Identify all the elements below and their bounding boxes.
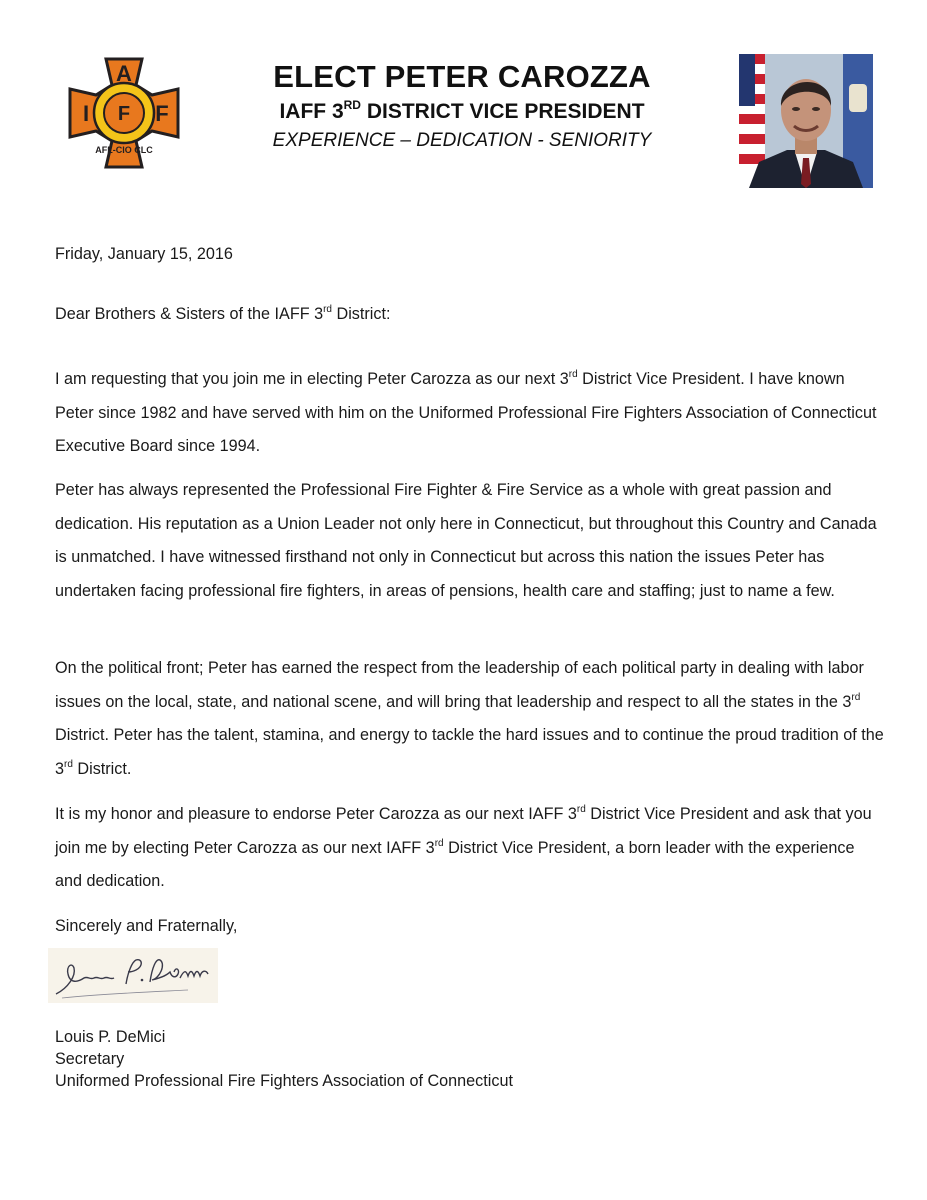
paragraph-1: I am requesting that you join me in electing Peter Carozza as our next 3rd District Vice President. I have known Peter since 1982 and have served with him on the Uniformed Professional Fire Fighters Association of Connecticut Executive Board since 1994. xyxy=(55,369,877,455)
paragraph-2: Peter has always represented the Professional Fire Fighter & Fire Service as a whole with great passion and dedication. His reputation as a Union Leader not only here in Connecticut, but throughout this Country and Canada is unmatched. I have witnessed firsthand not only in Connecticut but across this nation the issues Peter has undertaken facing professional fire fighters, in areas of pensions, health care and staffing; just to name a few. xyxy=(55,481,877,600)
logo-letter-f-right: F xyxy=(155,101,169,126)
candidate-photo-image xyxy=(739,54,873,188)
signer-title: Secretary xyxy=(55,1050,125,1068)
signer-block xyxy=(55,1026,513,1092)
candidate-photo xyxy=(739,54,873,188)
iaff-logo xyxy=(66,55,182,171)
letter-date: Friday, January 15, 2016 xyxy=(55,245,233,263)
letter-header xyxy=(222,58,702,154)
logo-letter-a: A xyxy=(116,61,132,86)
letter-closing: Sincerely and Fraternally, xyxy=(55,917,238,935)
letter-salutation: Dear Brothers & Sisters of the IAFF 3rd District: xyxy=(55,304,391,323)
logo-ring-text: AFL-CIO CLC xyxy=(95,145,153,155)
signer-name: Louis P. DeMici xyxy=(55,1028,166,1046)
signer-organization: Uniformed Professional Fire Fighters Association of Connecticut xyxy=(55,1072,513,1090)
logo-letter-i: I xyxy=(82,101,90,126)
page-title: ELECT PETER CAROZZA xyxy=(273,59,651,94)
signature xyxy=(48,948,218,1003)
signature-image xyxy=(48,948,218,1003)
page-tagline: EXPERIENCE – DEDICATION - SENIORITY xyxy=(272,130,652,151)
logo-letter-f-center: F xyxy=(117,103,131,125)
page-subtitle: IAFF 3RD DISTRICT VICE PRESIDENT xyxy=(279,98,645,123)
paragraph-3: On the political front; Peter has earned the respect from the leadership of each political party in dealing with labor issues on the local, state, and national scene, and will bring that leadership and respect to all the states in the 3rd District. Peter has the talent, stamina, and energy to tackle the hard issues and to continue the proud tradition of the 3rd District. xyxy=(55,659,884,778)
iaff-logo-icon xyxy=(66,55,182,171)
paragraph-4: It is my honor and pleasure to endorse Peter Carozza as our next IAFF 3rd District Vice President and ask that you join me by electing Peter Carozza as our next IAFF 3rd District Vice President, a born leader with the experience and dedication. xyxy=(55,804,872,890)
